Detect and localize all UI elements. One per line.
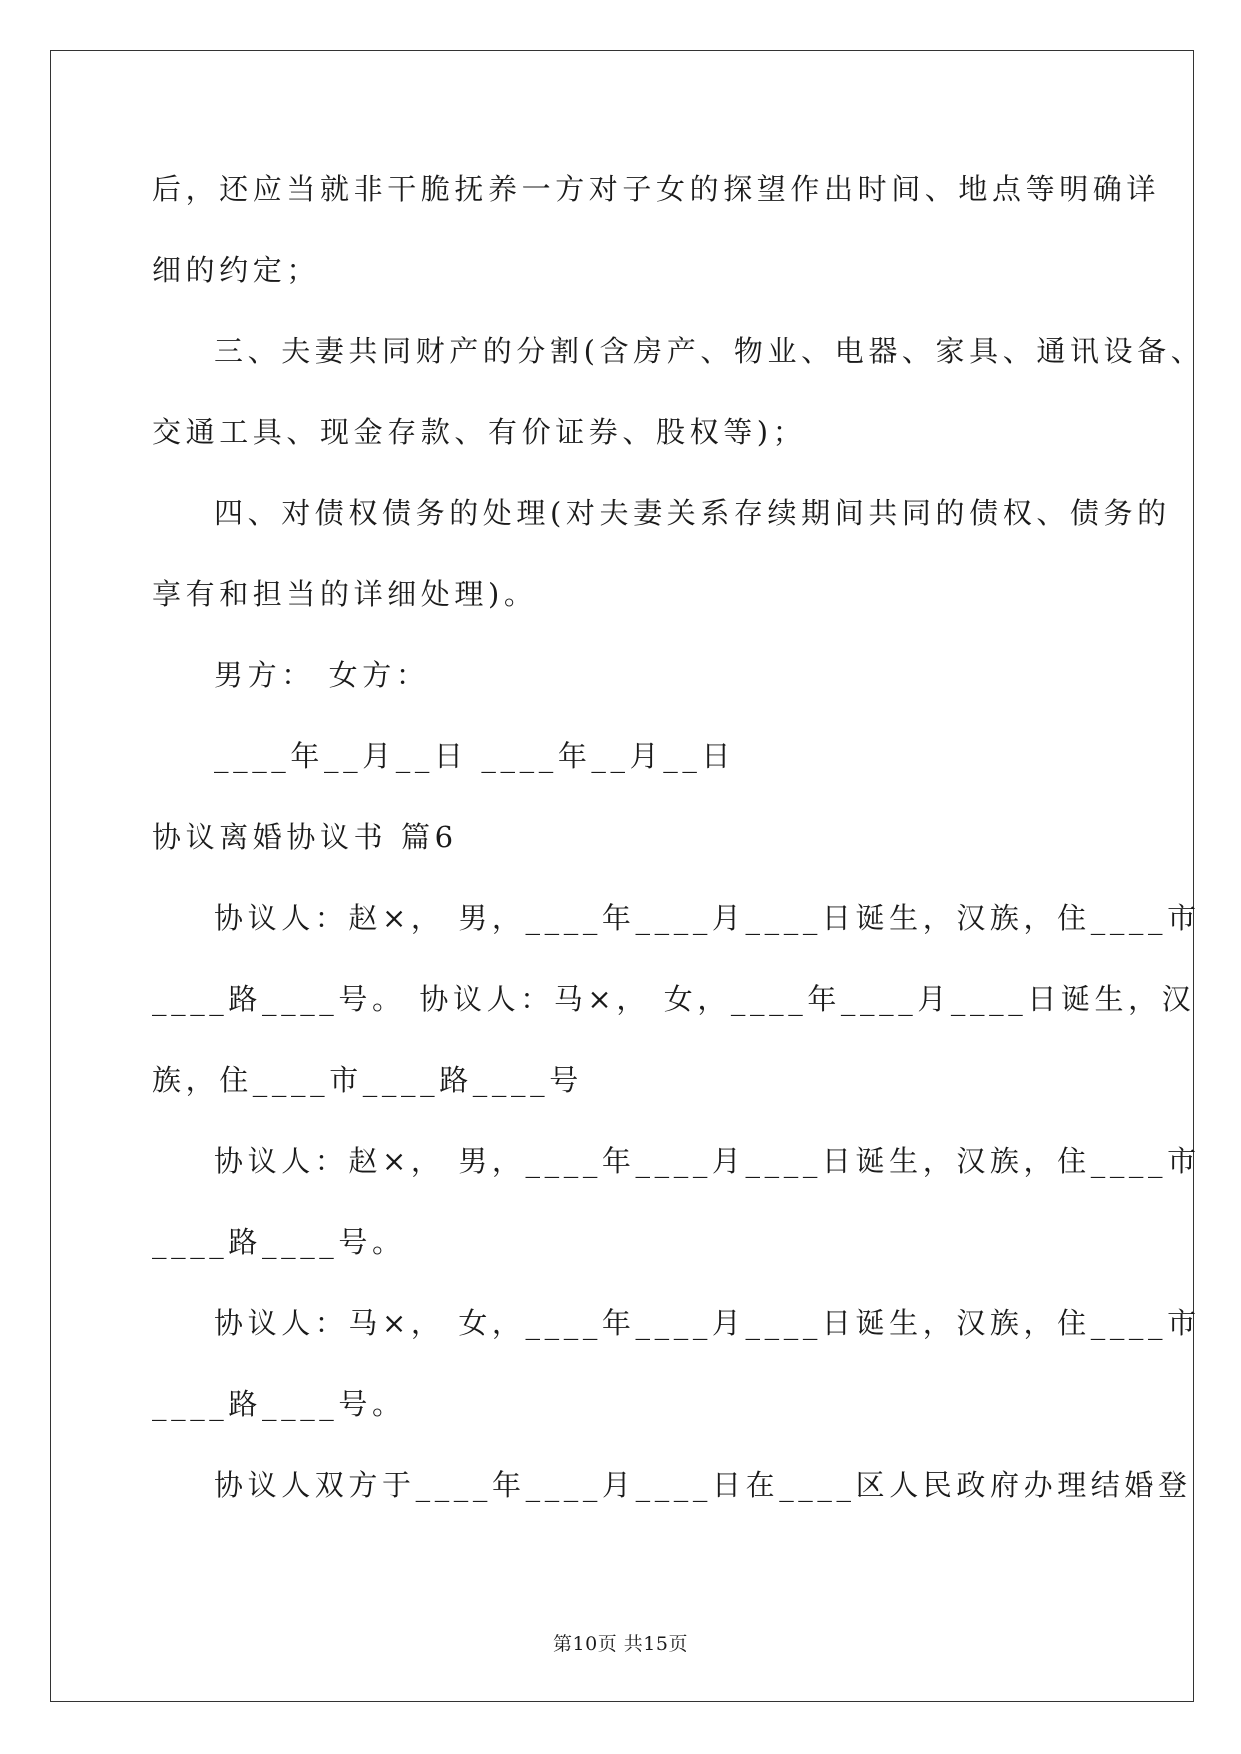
page-number: 第10页 共15页 — [553, 1633, 688, 1655]
text-line: ____路____号。 协议人：马×， 女，____年____月____日诞生，汉 — [152, 982, 1196, 1016]
text-line: 三、夫妻共同财产的分割(含房产、物业、电器、家具、通讯设备、 — [214, 334, 1205, 368]
text-line: ____路____号。 — [152, 1387, 406, 1421]
page-border — [50, 50, 1194, 1702]
signature-line: 男方： 女方： — [214, 658, 430, 692]
text-line: 协议人：马×， 女，____年____月____日诞生，汉族，住____市 — [214, 1306, 1201, 1340]
date-line: ____年__月__日 ____年__月__日 — [214, 739, 736, 773]
text-line: 协议人：赵×， 男，____年____月____日诞生，汉族，住____市 — [214, 1144, 1201, 1178]
text-line: 享有和担当的详细处理)。 — [152, 577, 538, 611]
text-line: ____路____号。 — [152, 1225, 406, 1259]
text-line: 细的约定； — [152, 253, 321, 287]
text-line: 交通工具、现金存款、有价证券、股权等)； — [152, 415, 807, 449]
text-line: 族，住____市____路____号 — [152, 1063, 583, 1097]
text-line: 协议人双方于____年____月____日在____区人民政府办理结婚登 — [214, 1468, 1192, 1502]
text-line: 后，还应当就非干脆抚养一方对子女的探望作出时间、地点等明确详 — [152, 172, 1161, 206]
text-line: 协议人：赵×， 男，____年____月____日诞生，汉族，住____市 — [214, 901, 1201, 935]
text-line: 四、对债权债务的处理(对夫妻关系存续期间共同的债权、债务的 — [214, 496, 1171, 530]
section-heading: 协议离婚协议书 篇6 — [152, 820, 458, 854]
